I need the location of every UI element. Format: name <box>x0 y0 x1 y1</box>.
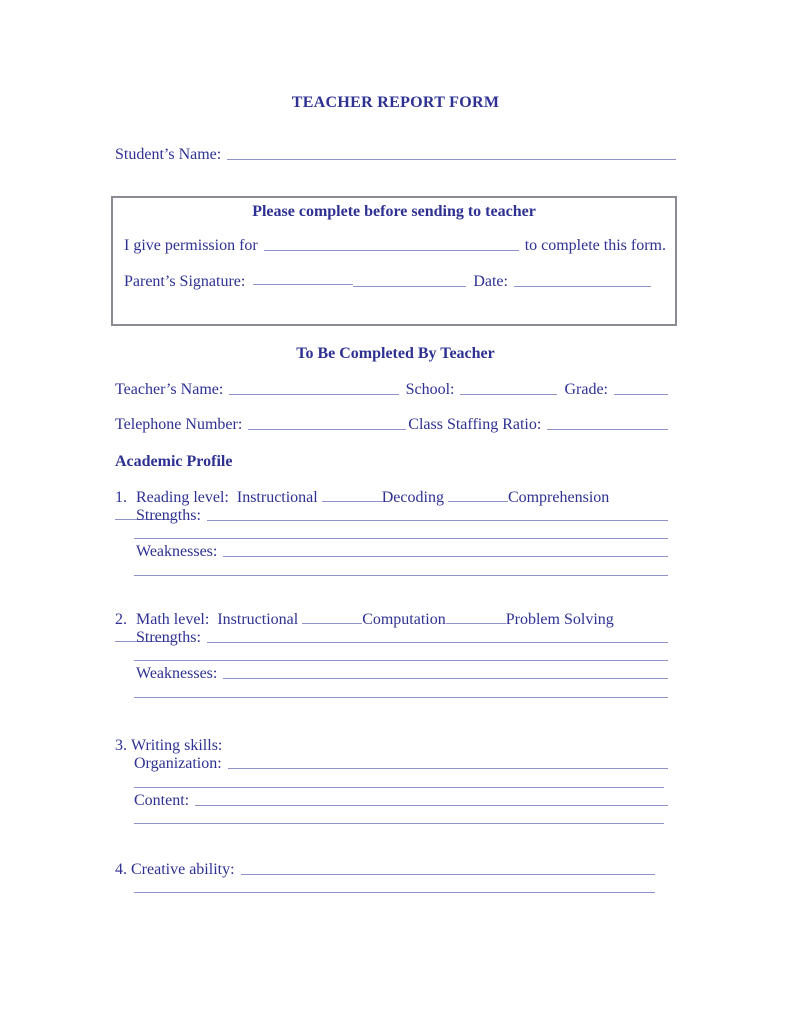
permission-name-input-line[interactable] <box>264 250 519 251</box>
telephone-row <box>115 416 668 433</box>
weaknesses-label: Weaknesses: <box>136 543 218 560</box>
writing-skills-row <box>115 737 222 754</box>
teacher-name-input-line[interactable] <box>229 394 398 395</box>
teacher-name-row <box>115 381 668 398</box>
organization-label: Organization: <box>134 755 222 772</box>
creative-ability-input-line[interactable] <box>241 874 655 875</box>
creative-ability-row <box>115 861 655 878</box>
grade-input-line[interactable] <box>614 394 668 395</box>
telephone-label: Telephone Number: <box>115 416 243 433</box>
writing-content-input-line-2[interactable] <box>134 823 664 824</box>
reading-instructional-blank[interactable] <box>322 488 382 502</box>
math-problem-solving-label: Problem Solving <box>505 610 614 628</box>
strengths-label: Strengths: <box>136 629 201 646</box>
reading-strengths-input-line-2[interactable] <box>134 538 668 539</box>
writing-organization-input-line[interactable] <box>228 768 668 769</box>
reading-comprehension-label: Comprehension <box>507 488 610 506</box>
teacher-section-heading: To Be Completed By Teacher <box>296 345 495 362</box>
staffing-ratio-label: Class Staffing Ratio: <box>408 416 542 433</box>
reading-level-label: Reading level: Instructional <box>136 488 318 506</box>
math-weaknesses-input-line-2[interactable] <box>134 697 668 698</box>
student-name-label: Student’s Name: <box>115 146 222 163</box>
writing-organization-input-line-2[interactable] <box>134 787 664 788</box>
writing-skills-label: Writing skills: <box>131 737 223 754</box>
student-name-input-line[interactable] <box>227 159 676 160</box>
permission-row <box>124 237 666 254</box>
permission-prefix-label: I give permission for <box>124 237 258 254</box>
math-weaknesses-row <box>136 665 668 682</box>
writing-skills-item <box>115 737 668 827</box>
date-label: Date: <box>473 273 508 290</box>
reading-weaknesses-row <box>136 543 668 560</box>
reading-weaknesses-input-line-2[interactable] <box>134 575 668 576</box>
date-input-line[interactable] <box>514 286 651 287</box>
item-number: 4. <box>115 861 127 878</box>
reading-weaknesses-input-line[interactable] <box>223 556 668 557</box>
grade-label: Grade: <box>564 381 608 398</box>
strengths-label: Strengths: <box>136 507 201 524</box>
content-label: Content: <box>134 792 190 809</box>
reading-strengths-row <box>136 507 668 524</box>
weaknesses-label: Weaknesses: <box>136 665 218 682</box>
school-label: School: <box>405 381 455 398</box>
reading-level-item <box>115 488 668 580</box>
parent-signature-input-line-2[interactable] <box>353 286 466 287</box>
math-level-label: Math level: Instructional <box>136 610 299 628</box>
permission-box <box>111 196 677 326</box>
parent-signature-input-line-1[interactable] <box>253 284 353 285</box>
reading-decoding-label: Decoding <box>381 488 444 506</box>
permission-box-heading: Please complete before sending to teacher <box>252 203 536 220</box>
math-strengths-input-line[interactable] <box>207 642 668 643</box>
parent-signature-label: Parent’s Signature: <box>124 273 246 290</box>
math-strengths-input-line-2[interactable] <box>134 660 668 661</box>
math-computation-blank[interactable] <box>446 610 506 624</box>
student-name-row <box>115 146 676 163</box>
staffing-ratio-input-line[interactable] <box>547 429 668 430</box>
academic-profile-heading: Academic Profile <box>115 453 233 470</box>
signature-row <box>124 273 651 290</box>
creative-ability-label: Creative ability: <box>131 861 235 878</box>
school-input-line[interactable] <box>460 394 557 395</box>
math-weaknesses-input-line[interactable] <box>223 678 668 679</box>
organization-row <box>134 755 668 772</box>
item-number: 3. <box>115 737 127 754</box>
reading-decoding-blank[interactable] <box>448 488 508 502</box>
item-number: 2. <box>115 610 127 628</box>
math-instructional-blank[interactable] <box>302 610 362 624</box>
creative-ability-item <box>115 861 668 901</box>
item-number: 1. <box>115 488 127 506</box>
teacher-name-label: Teacher’s Name: <box>115 381 224 398</box>
telephone-input-line[interactable] <box>248 429 406 430</box>
creative-ability-input-line-2[interactable] <box>134 892 655 893</box>
page-title: TEACHER REPORT FORM <box>291 94 500 111</box>
writing-content-input-line[interactable] <box>195 805 668 806</box>
reading-strengths-input-line[interactable] <box>207 520 668 521</box>
permission-suffix-label: to complete this form. <box>524 237 666 254</box>
math-level-item <box>115 610 668 702</box>
math-strengths-row <box>136 629 668 646</box>
math-computation-label: Computation <box>362 610 446 628</box>
content-row <box>134 792 668 809</box>
